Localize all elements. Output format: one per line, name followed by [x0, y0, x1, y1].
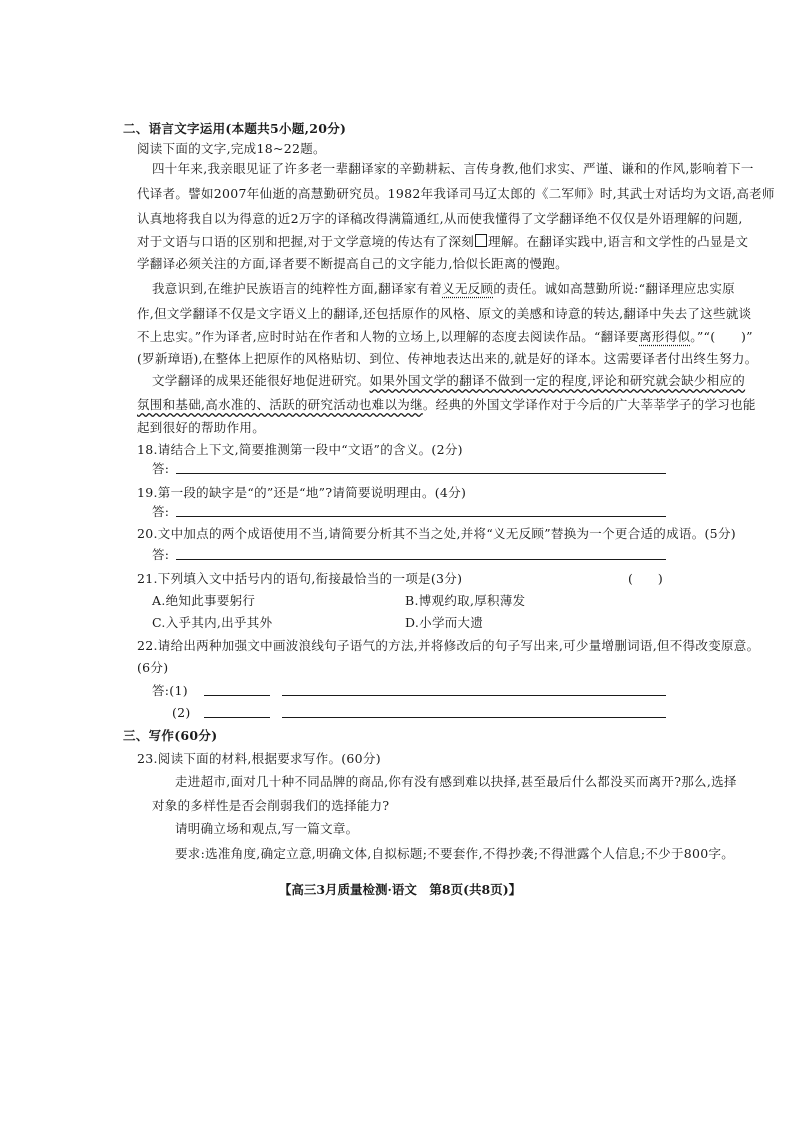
passage-text: 的责任。诚如高慧勤所说:“翻译理应忠实原	[493, 281, 735, 296]
passage-line: 作,但文学翻译不仅是文字语义上的翻译,还包括原作的风格、原文的美感和诗意的转达,翻译中失去了这些就谈	[137, 306, 752, 321]
section-heading: 二、语言文字运用(本题共5小题,20分)	[123, 121, 347, 136]
section-heading: 三、写作(60分)	[123, 728, 218, 743]
answer-label-1: 答:(1)	[152, 683, 188, 698]
material-line: 对象的多样性是否会削弱我们的选择能力?	[152, 798, 390, 813]
answer-bracket[interactable]: ( )	[628, 571, 663, 586]
passage-line: 代译者。譬如2007年仙逝的高慧勤研究员。1982年我译司马辽太郎的《二军师》时,其武士对话均为文语,高老师	[137, 186, 775, 201]
passage-text: 我意识到,在维护民族语言的纯粹性方面,翻译家有着	[152, 281, 443, 296]
page-footer: 【高三3月质量检测·语文 第8页(共8页)】	[278, 882, 522, 897]
blank-box	[475, 234, 487, 247]
writing-prompt: 请明确立场和观点,写一篇文章。	[175, 821, 359, 836]
passage-text: 对于文语与口语的区别和把握,对于文学意境的传达有了深刻	[137, 234, 475, 249]
answer-label: 答:	[152, 461, 170, 476]
wavy-underlined-sentence: 如果外国文学的翻译不做到一定的程度,评论和研究就会缺少相应的	[369, 373, 746, 388]
answer-label-2: (2)	[172, 705, 191, 720]
passage-line	[152, 372, 745, 390]
option-d: D.小学而大遗	[405, 615, 484, 630]
passage-line: 起到很好的帮助作用。	[137, 420, 266, 435]
answer-line[interactable]	[176, 473, 666, 474]
question-23: 23.阅读下面的材料,根据要求写作。(60分)	[137, 751, 381, 766]
passage-line	[152, 280, 735, 298]
passage-line: (罗新璋语),在整体上把原作的风格贴切、到位、传神地表达出来的,就是好的译本。这需要译者付出终生努力。	[137, 351, 758, 366]
passage-text: 。”“( )”	[690, 329, 753, 344]
option-b: B.博观约取,厚积薄发	[405, 593, 526, 608]
question-20: 20.文中加点的两个成语使用不当,请简要分析其不当之处,并将“义无反顾”替换为一个更合适的成语。(5分)	[137, 526, 736, 541]
passage-line	[137, 328, 753, 346]
passage-line	[137, 396, 756, 414]
option-c: C.入乎其内,出乎其外	[152, 615, 273, 630]
option-a: A.绝知此事要躬行	[152, 593, 256, 608]
answer-label: 答:	[152, 547, 170, 562]
passage-text: 不上忠实。”作为译者,应时时站在作者和人物的立场上,以理解的态度去阅读作品。“翻译要	[137, 329, 640, 344]
answer-line[interactable]	[176, 516, 666, 517]
answer-label: 答:	[152, 504, 170, 519]
instruction: 阅读下面的文字,完成18~22题。	[137, 141, 326, 156]
question-18: 18.请结合上下文,简要推测第一段中“文语”的含义。(2分)	[137, 442, 463, 457]
question-19: 19.第一段的缺字是“的”还是“地”?请简要说明理由。(4分)	[137, 485, 467, 500]
passage-line: 认真地将我自以为得意的近2万字的译稿改得满篇通红,从而使我懂得了文学翻译绝不仅仅是外语理解的问题,	[137, 211, 743, 226]
question-21: 21.下列填入文中括号内的语句,衔接最恰当的一项是(3分)	[137, 571, 463, 586]
passage-text: 。经典的外国文学译作对于今后的广大莘莘学子的学习也能	[422, 397, 756, 412]
passage-text: 文学翻译的成果还能很好地促进研究。	[152, 373, 370, 388]
answer-line-long[interactable]	[282, 717, 666, 718]
passage-line: 学翻译必须关注的方面,译者要不断提高自己的文字能力,恰似长距离的慢跑。	[137, 256, 568, 271]
dotted-idiom: 离形得似	[639, 329, 691, 344]
wavy-underlined-sentence: 氛围和基础,高水准的、活跃的研究活动也难以为继	[137, 397, 423, 412]
answer-line-long[interactable]	[282, 695, 666, 696]
answer-line-short[interactable]	[204, 717, 270, 718]
answer-line-short[interactable]	[204, 695, 270, 696]
passage-line: 四十年来,我亲眼见证了许多老一辈翻译家的辛勤耕耘、言传身教,他们求实、严谨、谦和的作风,影响着下一	[152, 161, 754, 176]
dotted-idiom: 义无反顾	[442, 281, 494, 296]
answer-line[interactable]	[176, 559, 666, 560]
passage-line	[137, 233, 748, 251]
passage-text: 理解。在翻译实践中,语言和文学性的凸显是文	[488, 234, 749, 249]
writing-requirements: 要求:选准角度,确定立意,明确文体,自拟标题;不要套作,不得抄袭;不得泄露个人信息;不少于800字。	[175, 846, 735, 861]
question-22: 22.请给出两种加强文中画波浪线句子语气的方法,并将修改后的句子写出来,可少量增删词语,但不得改变原意。	[137, 638, 760, 653]
question-22-score: (6分)	[137, 660, 169, 675]
material-line: 走进超市,面对几十种不同品牌的商品,你有没有感到难以抉择,甚至最后什么都没买而离开?那么,选择	[175, 774, 737, 789]
